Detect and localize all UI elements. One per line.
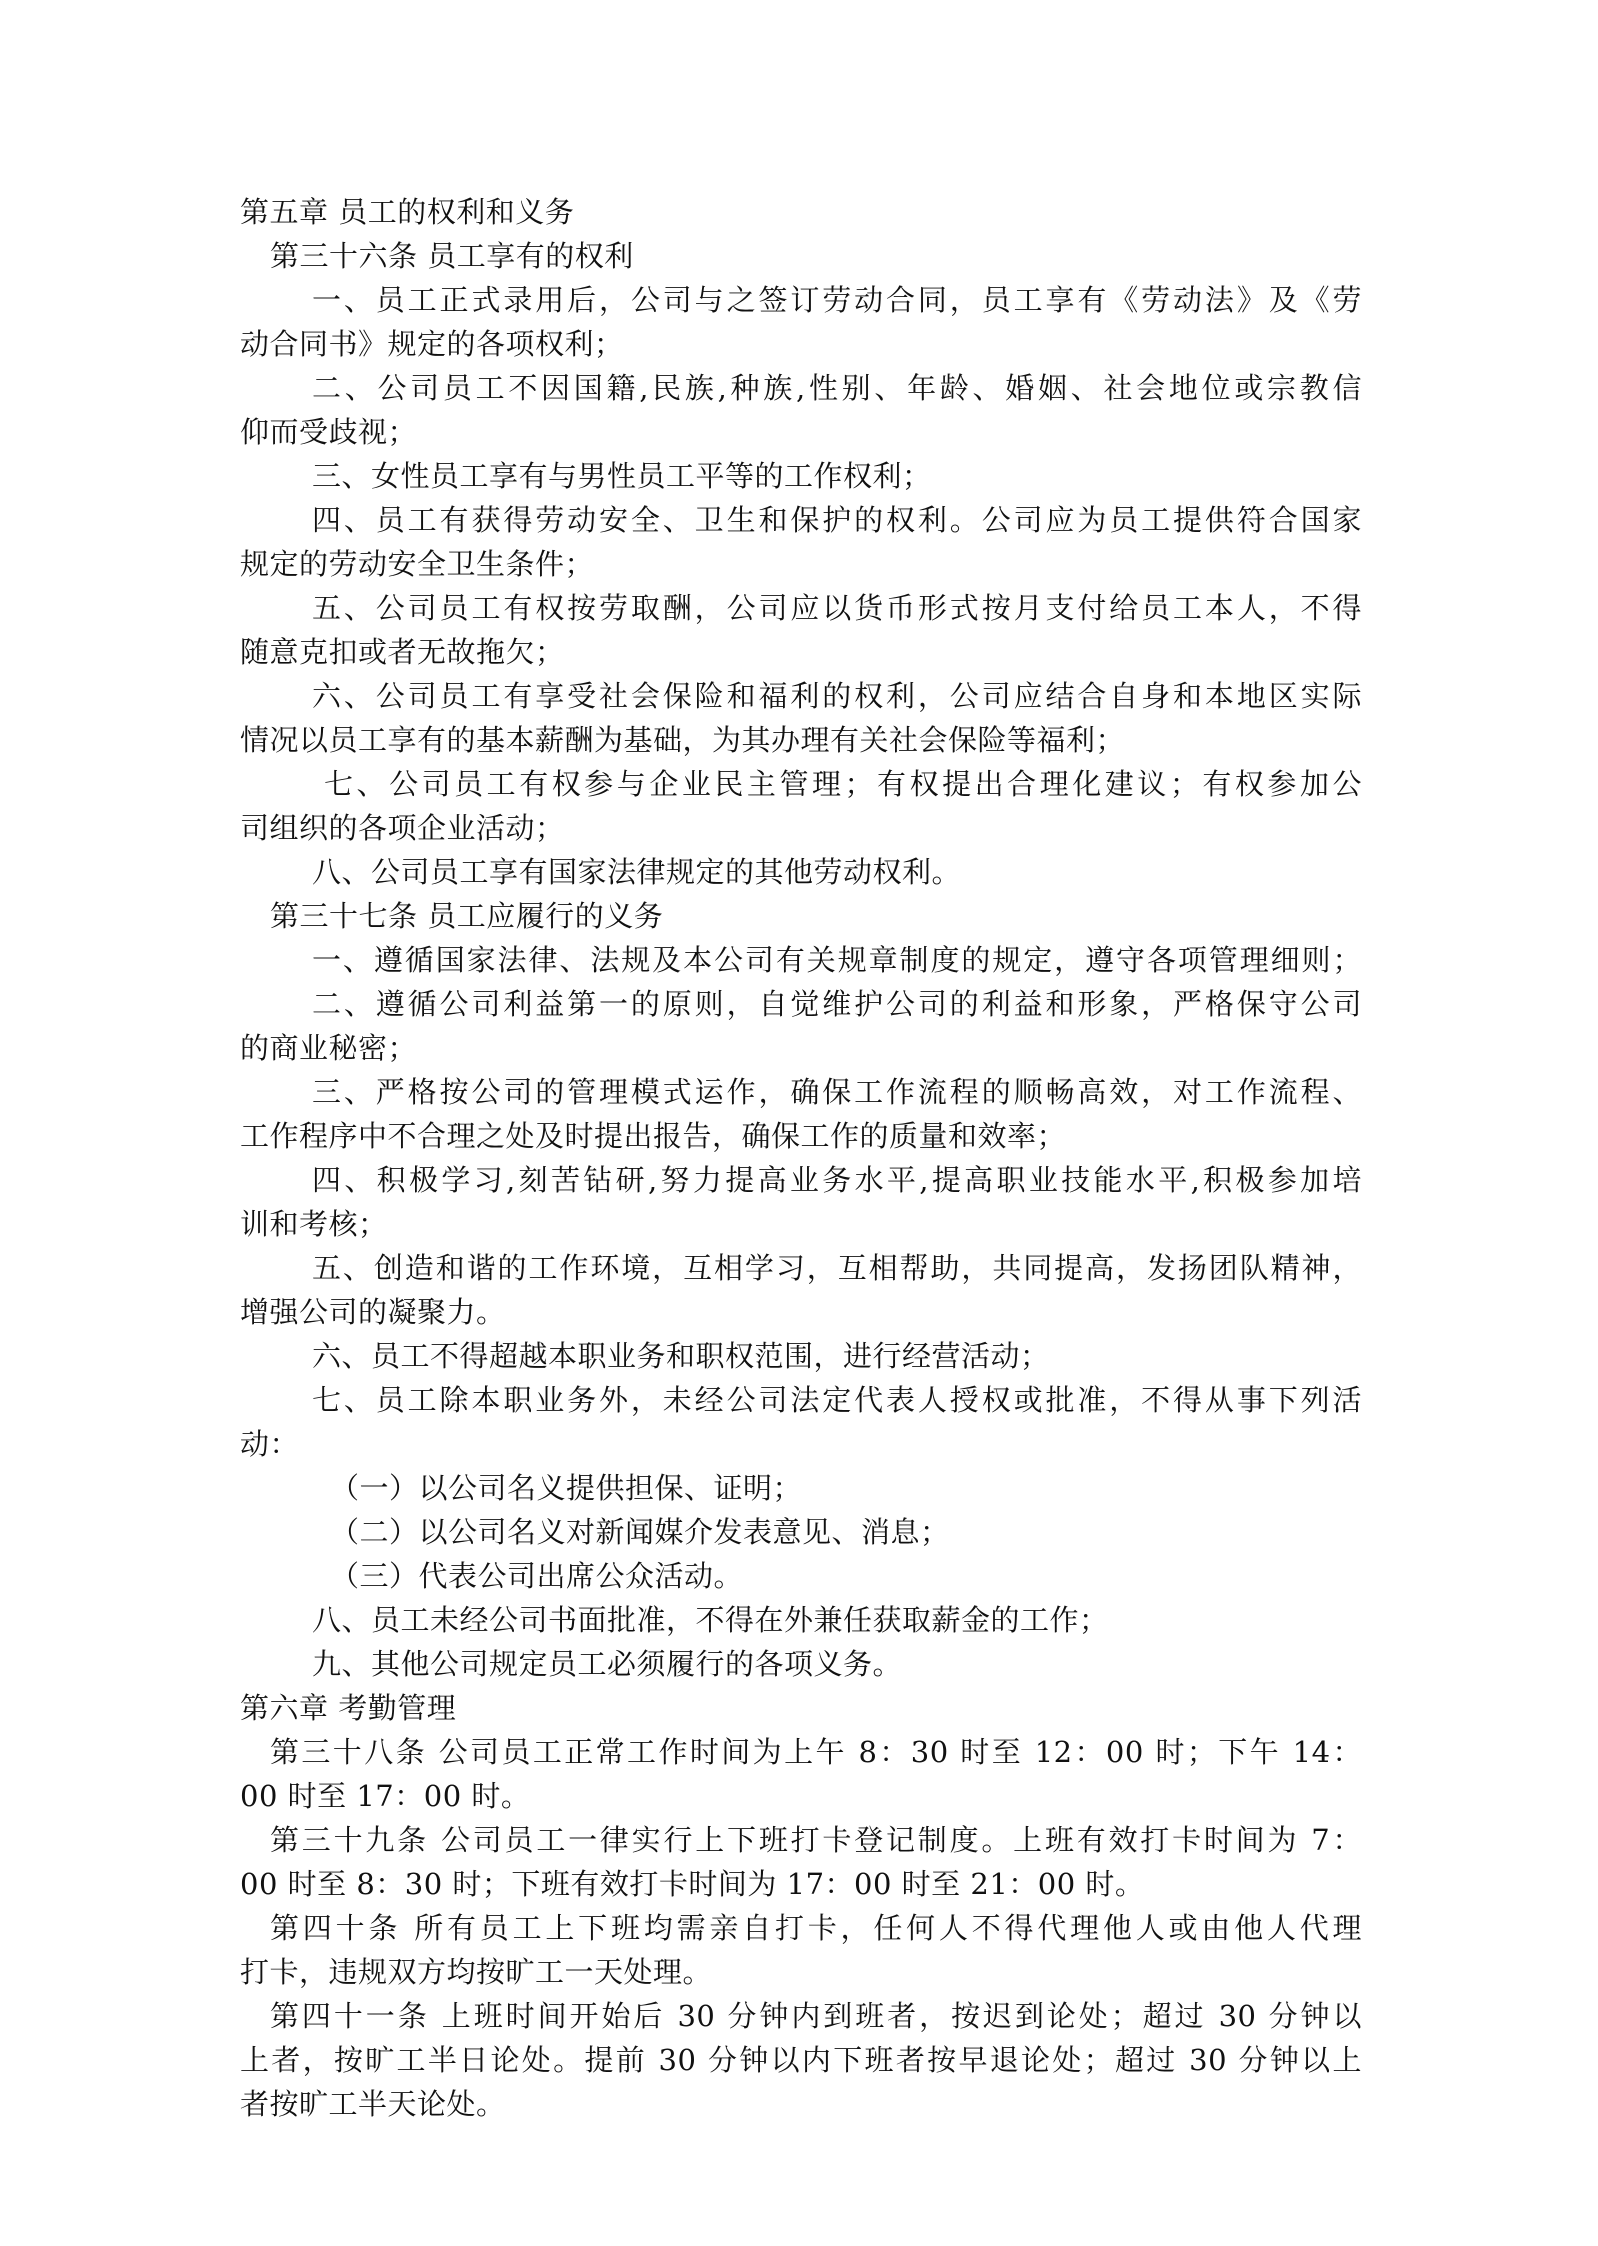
chapter-5-heading: 第五章 员工的权利和义务 — [240, 195, 575, 229]
text-line: 四、积极学习,刻苦钻研,努力提高业务水平,提高职业技能水平,积极参加培 — [312, 1163, 1362, 1197]
text-line: 三、严格按公司的管理模式运作，确保工作流程的顺畅高效，对工作流程、 — [312, 1075, 1362, 1109]
text-line: 七、员工除本职业务外，未经公司法定代表人授权或批准，不得从事下列活 — [312, 1383, 1362, 1417]
article-40-line: 第四十条 所有员工上下班均需亲自打卡，任何人不得代理他人或由他人代理 — [270, 1911, 1362, 1945]
text-line: 司组织的各项企业活动； — [240, 811, 565, 845]
text-line: 随意克扣或者无故拖欠； — [240, 635, 565, 669]
text-line: 训和考核； — [240, 1207, 388, 1241]
text-line: 的商业秘密； — [240, 1031, 418, 1065]
text-line: 三、女性员工享有与男性员工平等的工作权利； — [312, 459, 932, 493]
text-line: 八、员工未经公司书面批准，不得在外兼任获取薪金的工作； — [312, 1603, 1109, 1637]
text-line: 一、遵循国家法律、法规及本公司有关规章制度的规定，遵守各项管理细则； — [312, 943, 1362, 977]
text-line: 四、员工有获得劳动安全、卫生和保护的权利。公司应为员工提供符合国家 — [312, 503, 1362, 537]
text-line: 者按旷工半天论处。 — [240, 2087, 506, 2121]
article-37-heading: 第三十七条 员工应履行的义务 — [270, 899, 664, 933]
sub-item-line: （二）以公司名义对新闻媒介发表意见、消息； — [330, 1515, 950, 1549]
text-line: 八、公司员工享有国家法律规定的其他劳动权利。 — [312, 855, 962, 889]
text-line: 五、创造和谐的工作环境，互相学习，互相帮助，共同提高，发扬团队精神， — [312, 1251, 1362, 1285]
text-line: 六、员工不得超越本职业务和职权范围，进行经营活动； — [312, 1339, 1050, 1373]
article-41-line: 第四十一条 上班时间开始后 30 分钟内到班者，按迟到论处；超过 30 分钟以 — [270, 1999, 1362, 2033]
text-line: 一、员工正式录用后，公司与之签订劳动合同，员工享有《劳动法》及《劳 — [312, 283, 1362, 317]
text-line: 二、遵循公司利益第一的原则，自觉维护公司的利益和形象，严格保守公司 — [312, 987, 1362, 1021]
text-line: 动合同书》规定的各项权利； — [240, 327, 624, 361]
document-page — [240, 190, 1362, 2126]
text-line: 00 时至 8：30 时；下班有效打卡时间为 17：00 时至 21：00 时。 — [240, 1867, 1145, 1901]
text-line: 动： — [240, 1427, 300, 1461]
text-line: 00 时至 17：00 时。 — [240, 1779, 531, 1813]
text-line: 情况以员工享有的基本薪酬为基础，为其办理有关社会保险等福利； — [240, 723, 1126, 757]
text-line: 增强公司的凝聚力。 — [240, 1295, 506, 1329]
text-line: 仰而受歧视； — [240, 415, 418, 449]
sub-item-line: （三）代表公司出席公众活动。 — [330, 1559, 744, 1593]
text-line: 六、公司员工有享受社会保险和福利的权利，公司应结合自身和本地区实际 — [312, 679, 1362, 713]
article-38-line: 第三十八条 公司员工正常工作时间为上午 8：30 时至 12：00 时；下午 14： — [270, 1735, 1362, 1769]
text-line: 工作程序中不合理之处及时提出报告，确保工作的质量和效率； — [240, 1119, 1067, 1153]
chapter-6-heading: 第六章 考勤管理 — [240, 1691, 457, 1725]
text-line: 上者，按旷工半日论处。提前 30 分钟以内下班者按早退论处；超过 30 分钟以上 — [240, 2043, 1362, 2077]
text-line: 二、公司员工不因国籍,民族,种族,性别、年龄、婚姻、社会地位或宗教信 — [312, 371, 1362, 405]
text-line: 七、公司员工有权参与企业民主管理；有权提出合理化建议；有权参加公 — [324, 767, 1362, 801]
text-line: 规定的劳动安全卫生条件； — [240, 547, 595, 581]
text-line: 五、公司员工有权按劳取酬，公司应以货币形式按月支付给员工本人，不得 — [312, 591, 1362, 625]
article-36-heading: 第三十六条 员工享有的权利 — [270, 239, 634, 273]
sub-item-line: （一）以公司名义提供担保、证明； — [330, 1471, 803, 1505]
text-line: 九、其他公司规定员工必须履行的各项义务。 — [312, 1647, 903, 1681]
text-line: 打卡，违规双方均按旷工一天处理。 — [240, 1955, 713, 1989]
article-39-line: 第三十九条 公司员工一律实行上下班打卡登记制度。上班有效打卡时间为 7： — [270, 1823, 1362, 1857]
